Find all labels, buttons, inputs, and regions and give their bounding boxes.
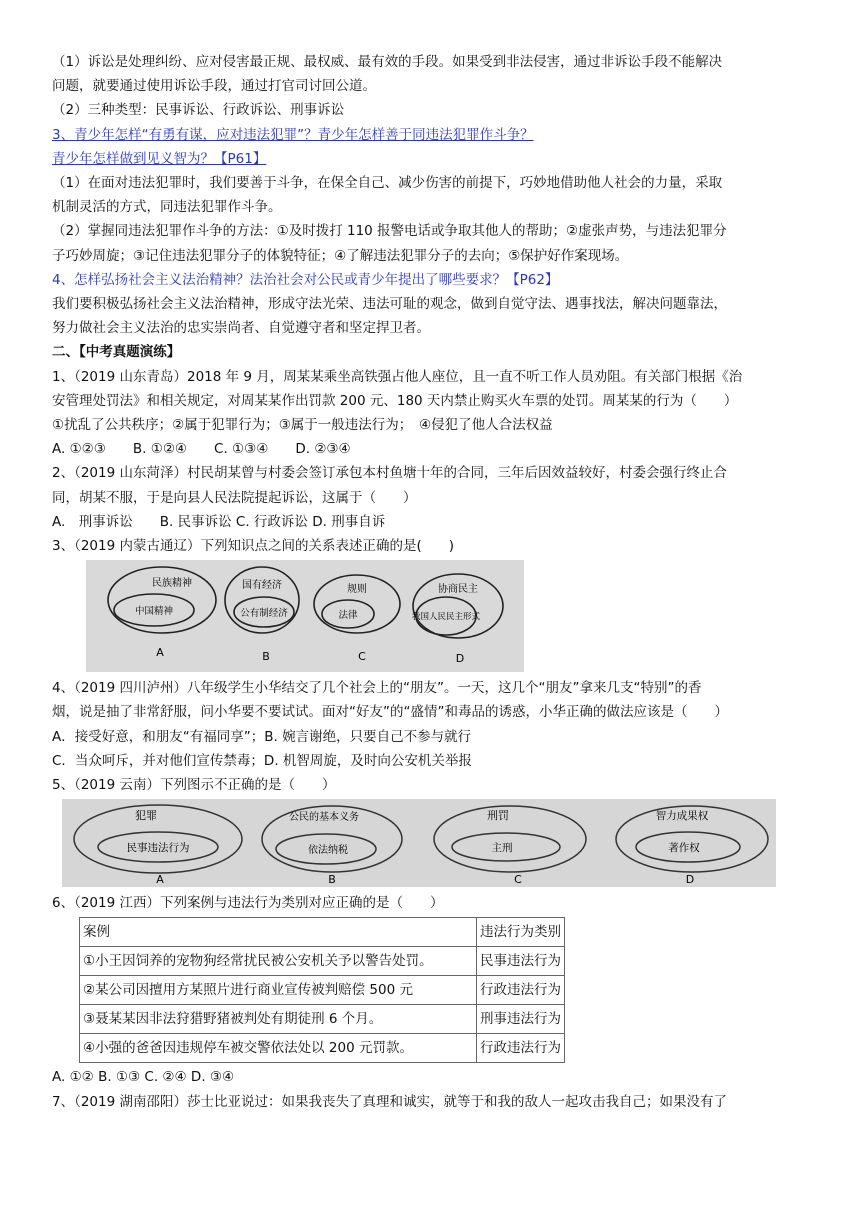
table-cell: ②某公司因擅用方某照片进行商业宣传被判赔偿 500 元 xyxy=(80,976,477,1005)
exercise-4-option-cd: C．当众呵斥，并对他们宣传禁毒；D. 机智周旋，及时向公安机关举报 xyxy=(52,752,472,769)
venn-A xyxy=(108,567,216,659)
text-line: 努力做社会主义法治的忠实崇尚者、自觉遵守者和坚定捍卫者。 xyxy=(52,320,430,337)
venn-D-letter: D xyxy=(455,652,465,666)
question-heading-3a[interactable]: 3、青少年怎样“有勇有谋，应对违法犯罪”？青少年怎样善于同违法犯罪作斗争？ xyxy=(52,126,534,143)
text-line: （2）掌握同违法犯罪作斗争的方法：①及时拨打 110 报警电话或争取其他人的帮助；②虚张声势，与违法犯罪分 xyxy=(52,223,727,240)
exercise-1-options: A. ①②③ B. ①②④ C. ①③④ D. ②③④ xyxy=(52,441,351,458)
venn-B-letter: B xyxy=(262,650,270,664)
venn-5C xyxy=(434,806,586,886)
table-cell: 行政违法行为 xyxy=(477,1034,565,1063)
venn-5A xyxy=(74,805,242,886)
text-line: （1）诉讼是处理纠纷、应对侵害最正规、最权威、最有效的手段。如果受到非法侵害，通过非诉讼手段不能解决 xyxy=(52,54,723,70)
venn-C xyxy=(314,575,400,663)
venn-5A-letter: A xyxy=(156,873,164,887)
venn-C-outer-label: 规则 xyxy=(347,584,367,596)
venn-5C-letter: C xyxy=(514,873,522,887)
text-line: （1）在面对违法犯罪时，我们要善于斗争，在保全自己、减少伤害的前提下，巧妙地借助他人社会的力量，采取 xyxy=(52,175,723,192)
text-line: 问题，就要通过使用诉讼手段，通过打官司讨回公道。 xyxy=(52,78,376,95)
exercise-1: 安管理处罚法》和相关规定，对周某某作出罚款 200 元、180 天内禁止购买火车票的处罚。周某某的行为（ ） xyxy=(52,392,738,409)
venn-5C-inner-label: 主刑 xyxy=(491,842,513,855)
venn-5A-outer-label: 犯罪 xyxy=(135,809,157,823)
exercise-1: 1、（2019 山东青岛）2018 年 9 月，周某某乘坐高铁强占他人座位，且一直不听工作人员劝阻。有关部门根据《治 xyxy=(52,368,743,385)
case-table xyxy=(79,917,565,1063)
question-heading-3b[interactable]: 青少年怎样做到见义智为？【P61】 xyxy=(52,150,267,167)
exercise-4-option-ab: A．接受好意，和朋友“有福同享”；B. 婉言谢绝，只要自己不参与就行 xyxy=(52,728,472,745)
text-line: 机制灵活的方式，同违法犯罪作斗争。 xyxy=(52,199,282,216)
exercise-6: 6、（2019 江西）下列案例与违法行为类别对应正确的是（ ） xyxy=(52,895,444,912)
table-row xyxy=(80,1034,565,1063)
figure-5-venn-diagrams xyxy=(62,799,776,887)
venn-5B-inner-label: 依法纳税 xyxy=(308,845,348,857)
exercise-2: 2、（2019 山东菏泽）村民胡某曾与村委会签订承包本村鱼塘十年的合同，三年后因效益较好，村委会强行终止合 xyxy=(52,465,727,482)
table-row xyxy=(80,1005,565,1034)
venn-5B-letter: B xyxy=(328,873,336,887)
venn-B xyxy=(225,567,299,663)
table-cell: ①小王因饲养的宠物狗经常扰民被公安机关予以警告处罚。 xyxy=(80,947,477,976)
exercise-4: 烟，说是抽了非常舒服，问小华要不要试试。面对“好友”的“盛情”和毒品的诱惑，小华正确的做法应该是（ ） xyxy=(52,704,728,721)
venn-B-inner-label: 公有制经济 xyxy=(240,608,288,620)
venn-5A-inner-label: 民事违法行为 xyxy=(126,842,190,855)
venn-D-inner-label: 我国人民民主形式 xyxy=(411,612,481,623)
table-cell: 民事违法行为 xyxy=(477,947,565,976)
venn-5B xyxy=(262,806,402,886)
venn-5D-letter: D xyxy=(685,873,695,887)
text-line: （2）三种类型：民事诉讼、行政诉讼、刑事诉讼 xyxy=(52,102,345,119)
venn-C-inner-label: 法律 xyxy=(338,610,358,622)
venn-D xyxy=(412,574,503,665)
venn-5D-inner-label: 著作权 xyxy=(668,842,700,855)
exercise-2: 同，胡某不服，于是向县人民法院提起诉讼，这属于（ ） xyxy=(52,489,417,506)
table-cell: ④小强的爸爸因违规停车被交警依法处以 200 元罚款。 xyxy=(80,1034,477,1063)
exercise-7: 7、（2019 湖南邵阳）莎士比亚说过：如果我丧失了真理和诚实，就等于和我的敌人一起攻击我自己；如果没有了 xyxy=(52,1093,727,1110)
venn-A-outer-label: 民族精神 xyxy=(152,578,192,590)
text-line: 我们要积极弘扬社会主义法治精神，形成守法光荣、违法可耻的观念，做到自觉守法、遇事找法，解决问题靠法， xyxy=(52,296,727,313)
venn-5D-outer-label: 智力成果权 xyxy=(655,810,709,823)
exercise-5: 5、（2019 云南）下列图示不正确的是（ ） xyxy=(52,777,336,794)
venn-C-letter: C xyxy=(358,650,366,664)
document-page xyxy=(52,50,820,1114)
venn-5B-outer-label: 公民的基本义务 xyxy=(289,812,359,824)
table-row xyxy=(80,976,565,1005)
table-cell: 行政违法行为 xyxy=(477,976,565,1005)
exercise-6-options: A. ①② B. ①③ C. ②④ D. ③④ xyxy=(52,1069,235,1086)
question-heading-4: 4、怎样弘扬社会主义法治精神？法治社会对公民或青少年提出了哪些要求？【P62】 xyxy=(52,271,559,288)
venn-D-outer-label: 协商民主 xyxy=(438,584,478,596)
exercise-4: 4、（2019 四川泸州）八年级学生小华结交了几个社会上的“朋友”。一天，这几个“朋友”拿来几支“特别”的香 xyxy=(52,680,702,697)
venn-A-inner-label: 中国精神 xyxy=(134,606,174,618)
exercise-3: 3、（2019 内蒙古通辽）下列知识点之间的关系表述正确的是( ) xyxy=(52,538,455,555)
table-header-row xyxy=(80,918,565,947)
section-heading: 二、【中考真题演练】 xyxy=(52,344,181,361)
table-cell: ③聂某某因非法狩猎野猪被判处有期徒刑 6 个月。 xyxy=(80,1005,477,1034)
venn-5C-outer-label: 刑罚 xyxy=(487,809,509,823)
exercise-1-statements: ①扰乱了公共秩序；②属于犯罪行为；③属于一般违法行为； ④侵犯了他人合法权益 xyxy=(52,417,553,434)
exercise-2-options: A. 刑事诉讼 B. 民事诉讼 C. 行政诉讼 D. 刑事自诉 xyxy=(52,513,386,530)
table-header-cell: 案例 xyxy=(80,918,477,947)
venn-B-outer-label: 国有经济 xyxy=(242,580,282,592)
venn-5D xyxy=(616,806,768,886)
table-header-cell: 违法行为类别 xyxy=(477,918,565,947)
table-cell: 刑事违法行为 xyxy=(477,1005,565,1034)
figure-3-venn-diagrams xyxy=(86,560,524,672)
text-line: 子巧妙周旋；③记住违法犯罪分子的体貌特征；④了解违法犯罪分子的去向；⑤保护好作案现场。 xyxy=(52,247,629,264)
venn-A-letter: A xyxy=(156,646,164,660)
table-row xyxy=(80,947,565,976)
